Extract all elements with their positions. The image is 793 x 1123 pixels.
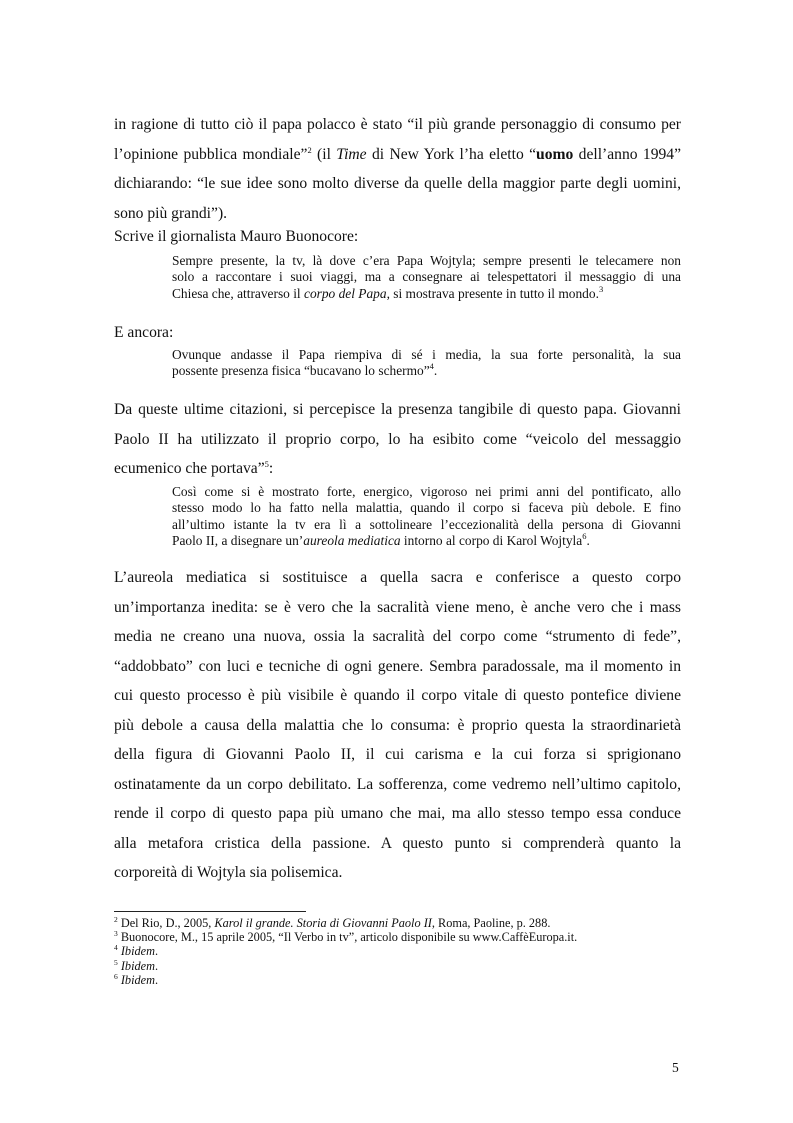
quote-3-line-1: Così come si è mostrato forte, energico, vigoroso nei primi anni del pontificato, allo [172,484,681,499]
footnote-ref-2: 2 [307,144,312,155]
quote-3-line-2: stesso modo lo ha fatto nella malattia, quando il corpo si faceva più debole. E fino [172,500,681,516]
uomo-bold: uomo [536,145,574,163]
footnote-ref-4: 4 [429,361,434,372]
paragraph-3-line: ostinatamente da un corpo debilitato. La sofferenza, come vedremo nell’ultimo capitolo, [114,775,681,793]
quote-2-line-1: Ovunque andasse il Papa riempiva di sé i media, la sua forte personalità, la sua [172,347,681,362]
paragraph-3-line: L’aureola mediatica si sostituisce a quella sacra e conferisce a questo corpo [114,569,681,586]
paragraph-2-line-1: Da queste ultime citazioni, si percepisce la presenza tangibile di questo papa. Giovanni [114,401,681,418]
footnote-6: $^6$ Ibidem. [114,971,159,987]
paragraph-3-line: cui questo processo è più visibile è quando il corpo vitale di questo pontefice diviene [114,687,681,704]
footnote-ref-3: 3 [598,283,604,294]
paragraph-1-line-3: dichiarando: “le sue idee sono molto diverse da quelle della maggior parte degli uomini, [114,175,681,192]
quote-3-line-3: all’ultimo istante la tv era lì a sottolineare l’eccezionalità della persona di Giovanni [172,516,681,532]
block-quote-2 [172,347,681,380]
footnote-ref-5: 5 [264,459,269,469]
footnote-2: $^2$ Del Rio, D., 2005, Karol il grande. Storia di Giovanni Paolo II, Roma, Paoline, p. 288. [114,915,551,930]
paragraph-1-line-4: sono più grandi”). [114,204,228,222]
quote-1-line-3: Chiesa che, attraverso il corpo del Papa, si mostrava presente in tutto il mondo.$^3$ [172,283,604,301]
quote-1-intro: Scrive il giornalista Mauro Buonocore: [114,228,359,245]
paragraph-1-line-1: in ragione di tutto ciò il papa polacco è stato “il più grande personaggio di consumo per [114,116,681,133]
paragraph-1-line-2: l’opinione pubblica mondiale”$^2$ (il Time di New York l’ha eletto “uomo dell’anno 1994” [114,144,682,163]
quote-1-line-2: solo a raccontare i suoi viaggi, ma a consegnare ai telespettatori il messaggio di una [172,269,681,285]
paragraph-3-line: alla metafora cristica della passione. A questo punto si comprenderà quanto la [114,834,681,852]
quote-2-line-2: possente presenza fisica “bucavano lo schermo”$^4$. [172,361,438,379]
page-number: 5 [672,1060,679,1075]
paragraph-2 [114,395,681,484]
quote-2-intro: E ancora: [114,324,174,341]
footnote-3: $^3$ Buonocore, M., 15 aprile 2005, “Il Verbo in tv”, articolo disponibile su www.CaffèEuropa.it. [114,929,578,945]
paragraph-1 [114,110,681,228]
paragraph-3-line: rende il corpo di questo papa più umano che mai, ma allo stesso tempo essa conduce [114,805,681,822]
paragraph-3-line: un’importanza inedita: se è vero che la sacralità viene meno, è anche vero che i mass [114,598,681,616]
paragraph-3-line: media ne creano una nuova, ossia la sacralità del corpo come “strumento di fede”, [114,628,681,645]
quote-1-line-1: Sempre presente, la tv, là dove c’era Papa Wojtyla; sempre presenti le telecamere non [172,253,681,268]
paragraph-3-line: più debole a causa della malattia che lo consuma: è proprio questa la straordinarietà [114,716,681,734]
footnote-separator [114,911,306,912]
paragraph-3-last-line: corporeità di Wojtyla sia polisemica. [114,864,343,881]
paragraph-3 [114,563,681,888]
footnotes [114,916,681,987]
footnote-5: $^5$ Ibidem. [114,957,159,973]
footnote-4: $^4$ Ibidem. [114,943,159,959]
block-quote-3 [172,484,681,549]
paragraph-2-line-2: Paolo II ha utilizzato il proprio corpo, lo ha esibito come “veicolo del messaggio [114,430,681,448]
time-magazine: Time [336,145,367,163]
paragraph-3-line: “addobbato” con luci e tecniche di ogni genere. Sembra paradossale, ma il momento in [114,657,681,675]
quote-3-line-4: Paolo II, a disegnare un’aureola mediatica intorno al corpo di Karol Wojtyla$^6$. [172,530,590,548]
paragraph-3-line: della figura di Giovanni Paolo II, il cui carisma e la cui forza si sprigionano [114,746,681,763]
footnote-ref-6: 6 [582,530,587,541]
block-quote-1 [172,253,681,302]
paragraph-2-line-3: ecumenico che portava”$^5$: [114,459,274,477]
